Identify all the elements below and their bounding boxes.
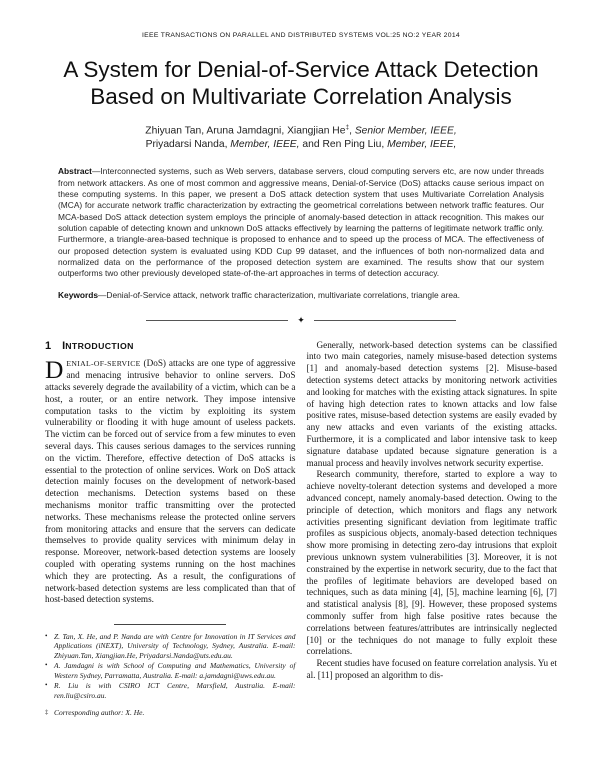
separator-line-right xyxy=(314,320,456,321)
keywords-dash: — xyxy=(98,290,107,301)
author-names-line1: Zhiyuan Tan, Aruna Jamdagni, Xiangjian He xyxy=(145,125,346,137)
author-role-senior-member: Senior Member, IEEE, xyxy=(354,125,457,137)
paper-title-line1: A System for Denial-of-Service Attack Detection xyxy=(63,57,539,82)
paper-title xyxy=(45,56,557,110)
footnote-rule xyxy=(114,624,226,625)
corresponding-author-text: Corresponding author: X. He. xyxy=(54,708,145,718)
author-role-member-1: Member, IEEE, xyxy=(230,138,300,150)
body-columns xyxy=(45,340,557,758)
footnote-affiliation-1 xyxy=(45,632,296,661)
footnote-affiliation-1-text: Z. Tan, X. He, and P. Nanda are with Centre for Innovation in IT Services and Applications (iNEXT), University of Technology, Sydney, Australia. E-mail: Zhiyuan.Tan, Xiangjian.He, Priyadarsi.Nanda@uts.edu.au. xyxy=(54,631,296,660)
intro-paragraph-1-text: (DoS) attacks are one type of aggressive and menacing intrusive behavior to online servers. DoS attacks severely degrade the availability of a victim, which can be a host, a router, or an entire network. They impose intensive computation tasks to the victim by exploiting its system vulnerability or flooding it with huge amount of useless packets. The victim can be forced out of service from a few minutes to even several days. This causes serious damages to the services running on the victim. Therefore, effective detection of DoS attacks is essential to the protection of online services. Work on DoS attack detection mainly focuses on the development of network-based detection mechanisms. Detection systems based on these mechanisms monitor traffic transmitting over the protected networks. These mechanisms release the protected online servers from monitoring attacks and ensure that the servers can dedicate themselves to provide quality services with minimum delay in response. Moreover, network-based detection systems are loosely coupled with operating systems running on the host machines which they are protecting. As a result, the configurations of network-based detection systems are less complicated than that of host-based detection systems. xyxy=(45,358,296,605)
double-dagger-icon: ‡ xyxy=(45,709,49,717)
bullet-icon: • xyxy=(45,681,48,690)
body-paragraph-misuse: Generally, network-based detection systems can be classified into two main categories, namely misuse-based detection systems [1] and anomaly-based detection systems [2]. Misuse-based detection systems detect attacks by monitoring network activities and looking for matches with the existing attack signatures. In spite of having high detection rates to known attacks and low false positive rates, misuse-based detection systems are easily evaded by any new attacks and even variants of the existing attacks. Furthermore, it is a complicated and labor intensive task to keep signature database updated because signature generation is a manual process and heavily involves network security expertise. xyxy=(306,339,557,468)
footnote-affiliation-2-text: A. Jamdagni is with School of Computing and Mathematics, University of Western Sydney, Parramatta, Australia. E-mail: a.jamdagni@uws.edu.au. xyxy=(54,661,296,680)
section-1-title-rest: NTRODUCTION xyxy=(65,340,134,351)
section-separator xyxy=(146,316,456,325)
separator-line-left xyxy=(146,320,288,321)
intro-paragraph-1 xyxy=(45,355,296,606)
section-1-title-initial: I xyxy=(62,339,66,352)
footnote-affiliation-2 xyxy=(45,661,296,680)
dropcap-letter: D xyxy=(45,355,64,385)
paper-title-line2: Based on Multivariate Correlation Analysis xyxy=(90,84,512,109)
corresponding-author-mark: ‡ xyxy=(345,124,350,131)
footnotes-block xyxy=(45,624,296,758)
abstract-label: Abstract xyxy=(58,166,92,177)
left-column xyxy=(45,340,296,758)
diamond-icon: ✦ xyxy=(297,314,305,325)
body-paragraph-anomaly: Research community, therefore, started to explore a way to achieve novelty-tolerant detection systems and developed a more advanced concept, namely anomaly-based detection. Owing to the principle of detection, which monitors and flags any network activities presenting significant deviation from legitimate traffic profiles as suspicious objects, anomaly-based detection techniques show more promising in detecting zero-day intrusions that exploit previous unknown system vulnerabilities [3]. Moreover, it is not constrained by the expertise in network security, due to the fact that the profiles of legitimate behaviors are developed based on techniques, such as data mining [4], [5], machine learning [6], [7] and statistical analysis [8], [9]. However, these proposed systems commonly suffer from high false positive rates because the correlations between features/attributes are intrinsically neglected [10] or the techniques do not manage to fully exploit these correlations. xyxy=(306,469,557,657)
abstract-text: Interconnected systems, such as Web servers, database servers, cloud computing servers etc, are now under threads from network attackers. As one of most common and aggressive means, Denial-of-Service (DoS) attacks cause serious impact on these computing systems. In this paper, we present a DoS attack detection system that uses Multivariate Correlation Analysis (MCA) for accurate network traffic characterization by extracting the geometrical correlations between network traffic features. Our MCA-based DoS attack detection system employs the principle of anomaly-based detection in attack recognition. This makes our solution capable of detecting known and unknown DoS attacks effectively by learning the patterns of legitimate network traffic only. Furthermore, a triangle-area-based technique is proposed to enhance and to speed up the process of MCA. The effectiveness of our proposed detection system is evaluated using KDD Cup 99 dataset, and the influences of both non-normalized data and normalized data on the performance of the proposed detection system are examined. The results show that our system outperforms two other previously developed state-of-the-art approaches in terms of detection accuracy. xyxy=(58,166,544,279)
keywords-text: Denial-of-Service attack, network traffic characterization, multivariate correlations, triangle area. xyxy=(106,290,461,301)
section-1-number: 1 xyxy=(45,339,52,352)
right-column xyxy=(307,340,558,758)
author-role-member-2: Member, IEEE, xyxy=(387,138,457,150)
keywords-label: Keywords xyxy=(58,290,99,301)
bullet-icon: • xyxy=(45,661,48,670)
author-separator: , xyxy=(349,125,355,137)
footnote-affiliation-3-text: R. Liu is with CSIRO ICT Centre, Marsfield, Australia. E-mail: ren.liu@csiro.au. xyxy=(54,681,296,700)
intro-smallcaps: ENIAL-OF-SERVICE xyxy=(66,359,141,369)
abstract-paragraph xyxy=(58,166,544,279)
journal-header: IEEE TRANSACTIONS ON PARALLEL AND DISTRIBUTED SYSTEMS VOL:25 NO:2 YEAR 2014 xyxy=(141,32,460,39)
corresponding-author-note xyxy=(45,708,296,718)
keywords-paragraph xyxy=(58,290,544,301)
section-1-heading xyxy=(45,341,296,353)
body-paragraph-recent-studies: Recent studies have focused on feature correlation analysis. Yu et al. [11] proposed an algorithm to dis- xyxy=(306,658,557,680)
author-name-nanda: Priyadarsi Nanda, xyxy=(145,138,231,150)
author-name-liu: and Ren Ping Liu, xyxy=(299,138,388,150)
bullet-icon: • xyxy=(45,631,48,640)
abstract-dash: — xyxy=(91,166,101,177)
footnote-affiliation-3 xyxy=(45,681,296,700)
author-list xyxy=(45,121,557,151)
